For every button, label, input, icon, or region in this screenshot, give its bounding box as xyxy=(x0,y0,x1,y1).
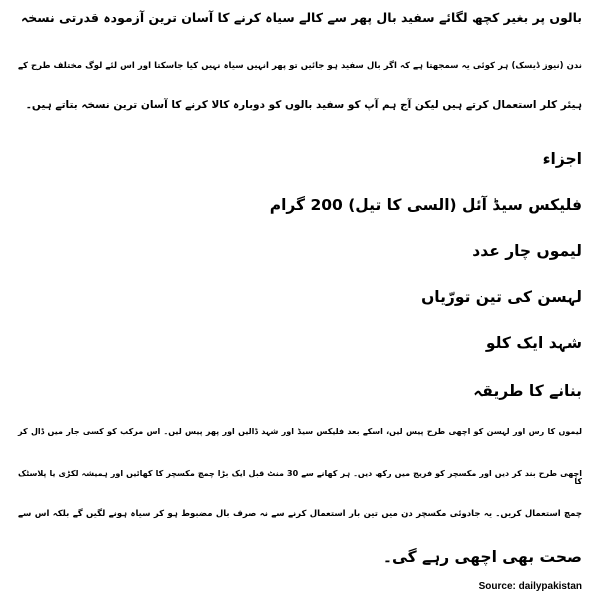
source-credit: Source: dailypakistan xyxy=(478,581,582,592)
intro-line-2: ہیئر کلر استعمال کرتے ہیں لیکن آج ہم آپ کو سفید بالوں کو دوبارہ کالا کرنے کا آسان ترین نسخہ بتاتے ہیں۔ xyxy=(25,99,582,111)
method-line: لیموں کا رس اور لہسن کو اچھی طرح پیس لیں، اسکے بعد فلیکس سیڈ اور شہد ڈالیں اور پھر پیس لیں۔ اس مرکب کو کسی جار میں ڈال کر xyxy=(18,427,582,436)
method-line: صحت بھی اچھی رہے گی۔ xyxy=(382,548,582,566)
method-line: اچھی طرح بند کر دیں اور مکسچر کو فریج میں رکھ دیں۔ ہر کھانے سے 30 منٹ قبل ایک بڑا چمچ مکسچر کا کھائیں اور ہمیشہ لکڑی یا پلاسٹک کا xyxy=(18,469,583,486)
ingredient-item: شہد ایک کلو xyxy=(485,334,582,352)
method-line: چمچ استعمال کریں۔ یہ جادوئی مکسچر دن میں تین بار استعمال کرنے سے نہ صرف بال مضبوط ہو کر سیاہ ہونے لگیں گے بلکہ اس سے xyxy=(18,509,582,519)
ingredients-heading: اجزاء xyxy=(542,150,582,168)
ingredient-item: لہسن کی تین تورّیاں xyxy=(421,288,582,306)
intro-line-1: ندن (نیوز ڈیسک) ہر کوئی یہ سمجھتا ہے کہ اگر بال سفید ہو جائیں تو پھر انہیں سیاہ نہیں کیا جاسکتا اور اس لئے لوگ مختلف طرح کے xyxy=(18,61,582,71)
method-heading: بنانے کا طریقہ xyxy=(473,382,582,400)
article-title: بالوں پر بغیر کچھ لگائے سفید بال پھر سے کالے سیاہ کرنے کا آسان ترین آزمودہ قدرتی نسخہ xyxy=(20,10,582,25)
ingredient-item: فلیکس سیڈ آئل (السی کا تیل) 200 گرام xyxy=(269,196,582,214)
ingredient-item: لیموں چار عدد xyxy=(472,242,582,260)
